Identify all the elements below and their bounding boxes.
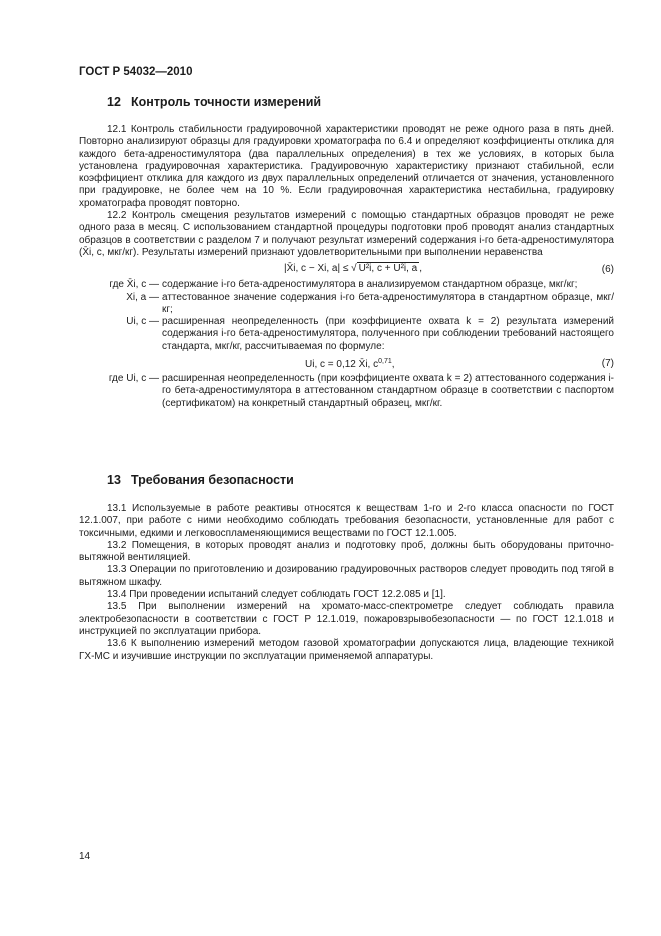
definition-text: расширенная неопределенность (при коэффициенте охвата k = 2) аттестованного содержания i-го бета-адреностимулятора в аттестованном стандартном образце в соответствии с паспортом (сертификатом) на конкретный стандартный образец, мкг/кг. [162, 373, 614, 409]
section-12-title: Контроль точности измерений [131, 95, 322, 109]
formula-6-expression: |X̄i, c − Xi, a| ≤ √ U²i, c + U²i, a , [284, 263, 423, 275]
definition-row [79, 373, 614, 410]
formula-6-rhs: U²i, c + U²i, a [358, 263, 418, 275]
formula-6-lhs: |X̄i, c − Xi, a| [284, 263, 341, 275]
formula-7-expression: Ui, c = 0,12 X̄i, $c^{0,71}$, [305, 358, 395, 371]
paragraph-12-2: 12.2 Контроль смещения результатов измерений с помощью стандартных образцов проводят не реже одного раза в месяц. С использованием стандартной процедуры подготовки проб проводят анализ стандартных образцов в соответствии с разделом 7 и получают результат измерений содержания i-го бета-адреностимулятора (X̄i, c, мкг/кг). Результаты измерений признают удовлетворительными при выполнении неравенства [79, 210, 614, 258]
definition-text: содержание i-го бета-адреностимулятора в анализируемом стандартном образце, мкг/кг; [162, 279, 578, 291]
paragraph-13-3: 13.3 Операции по приготовлению и дозированию градуировочных растворов следует проводить под тягой в вытяжном шкафу. [79, 564, 614, 588]
formula-6-definitions [79, 279, 614, 353]
paragraph-13-6: 13.6 К выполнению измерений методом газовой хроматографии допускаются лица, владеющие техникой ГХ-МС и изучившие инструкции по эксплуатации применяемой аппаратуры. [79, 638, 614, 662]
section-13-body [79, 503, 614, 663]
formula-6-operator: ≤ [342, 263, 349, 275]
definition-label: где Ui, c — [108, 373, 159, 385]
page-number: 14 [79, 851, 91, 862]
formula-7-variable: X̄i, c [358, 359, 379, 371]
formula-6-number: (6) [601, 264, 614, 276]
definition-row [79, 316, 614, 353]
section-12-body [79, 124, 614, 410]
formula-7-coefficient: = 0,12 [327, 359, 356, 371]
paragraph-13-4: 13.4 При проведении испытаний следует соблюдать ГОСТ 12.2.085 и [1]. [107, 589, 446, 601]
formula-7-definitions [79, 373, 614, 410]
paragraph-13-1: 13.1 Используемые в работе реактивы относятся к веществам 1-го и 2-го класса опасности по ГОСТ 12.1.007, при работе с ними необходимо соблюдать требования безопасности, установленные для работ с токсичными, едкими и легковоспламеняющимися веществами по ГОСТ 12.1.005. [79, 503, 614, 539]
definition-row [79, 292, 614, 317]
formula-7-number: (7) [601, 358, 614, 370]
definition-row [79, 279, 614, 291]
formula-7-lhs: Ui, c [305, 359, 325, 371]
section-13-number: 13 [107, 473, 121, 487]
formula-7 [79, 353, 614, 373]
section-12-heading [107, 95, 321, 109]
paragraph-13-2: 13.2 Помещения, в которых проводят анализ и подготовку проб, должны быть оборудованы приточно-вытяжной вентиляцией. [79, 539, 614, 564]
definition-label: Ui, c — [126, 316, 159, 328]
formula-7-exponent: 0,71 [378, 358, 392, 366]
paragraph-13-5: 13.5 При выполнении измерений на хромато-масс-спектрометре следует соблюдать правила электробезопасности в соответствии с ГОСТ Р 12.1.019, пожаровзрывобезопасности — по ГОСТ 12.1.018 и инструкцией по эксплуатации прибора. [79, 601, 614, 637]
section-13-title: Требования безопасности [131, 473, 294, 487]
definition-label: Xi, a — [126, 291, 159, 303]
formula-6 [79, 259, 614, 279]
standard-code-header: ГОСТ Р 54032—2010 [79, 66, 193, 78]
definition-label: где X̄i, c — [109, 279, 159, 291]
section-12-number: 12 [107, 95, 121, 109]
section-13-heading [107, 473, 294, 487]
definition-text: аттестованное значение содержания i-го бета-адреностимулятора в стандартном образце, мкг/кг; [162, 291, 614, 315]
paragraph-12-1: 12.1 Контроль стабильности градуировочной характеристики проводят не реже одного раза в пять дней. Повторно анализируют образцы для градуировки хроматографа по 6.4 и определяют коэффициенты отклика для каждого бета-адреностимулятора (два параллельных определения) в тех же условиях, в которых была установлена градуировочная характеристика. Градуировочную характеристику признают стабильной, если коэффициент отклика для каждого из двух параллельных определений отличается от значения, установленного при градуировке, не более чем на 10 %. Если градуировочная характеристика нестабильна, градуировку хроматографа проводят повторно. [79, 124, 614, 209]
definition-text: расширенная неопределенность (при коэффициенте охвата k = 2) результата измерений содержания i-го бета-адреностимулятора, полученного при соблюдении требований настоящего стандарта, мкг/кг, рассчитываемая по формуле: [162, 316, 614, 352]
